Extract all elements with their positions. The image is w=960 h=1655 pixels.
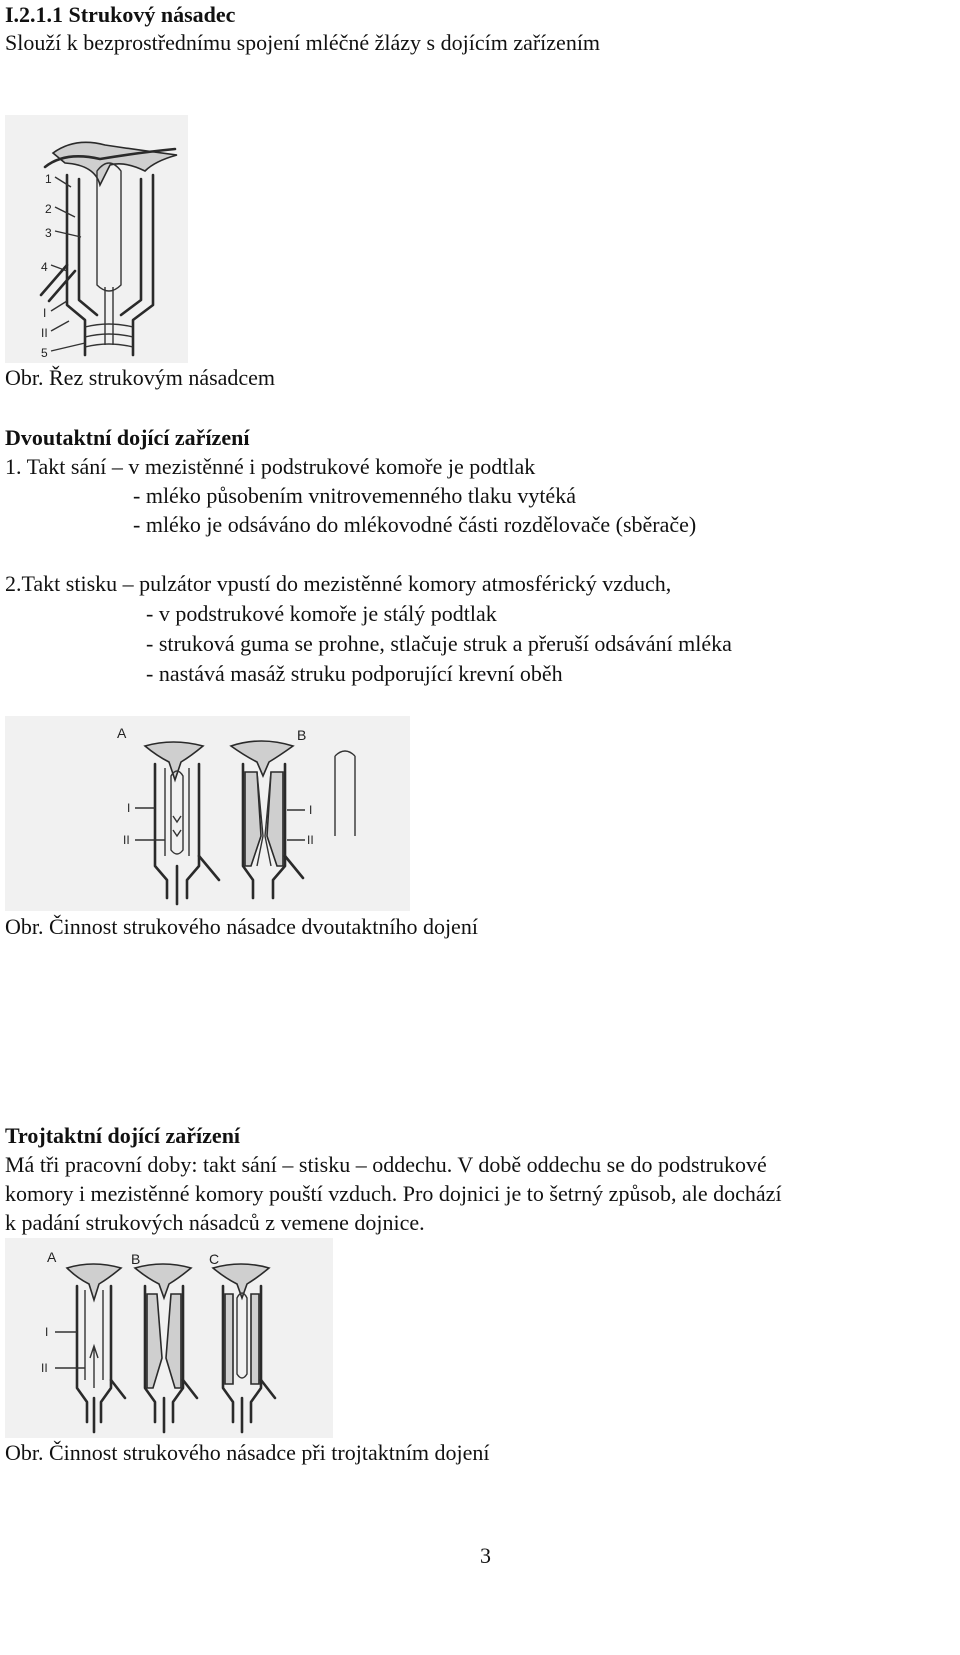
fig3-label-I: I: [45, 1325, 49, 1339]
fig2-a-label-II: II: [123, 833, 130, 847]
fig2-b-label-II: II: [307, 833, 314, 847]
figure1-caption: Obr. Řez strukovým násadcem: [5, 365, 276, 390]
three-stroke-line-2: komory i mezistěnné komory pouští vzduch. Pro dojnici je to šetrný způsob, ale dochází: [5, 1181, 782, 1206]
teat-cup-cross-section-figure: [5, 115, 188, 363]
page-number: 3: [480, 1543, 491, 1568]
two-stroke-line-6: - struková guma se prohne, stlačuje struk a přeruší odsávání mléka: [146, 631, 732, 656]
fig3-panel-label-B: B: [131, 1251, 141, 1267]
figure2-caption: Obr. Činnost strukového násadce dvoutaktního dojení: [5, 914, 478, 939]
fig2-b-label-I: I: [309, 803, 313, 817]
fig2-panel-label-B: B: [297, 727, 307, 743]
three-stroke-line-1: Má tři pracovní doby: takt sání – stisku – oddechu. V době oddechu se do podstrukové: [5, 1152, 767, 1177]
fig1-label-1: 1: [45, 172, 52, 186]
fig3-panel-c: [213, 1264, 275, 1432]
two-stroke-line-2: - mléko působením vnitrovemenného tlaku vytéká: [133, 483, 576, 508]
three-stroke-operation-figure: [5, 1238, 333, 1438]
fig2-a-label-I: I: [127, 801, 131, 815]
fig2-panel-a: [123, 742, 219, 904]
two-stroke-line-3: - mléko je odsáváno do mlékovodné části rozdělovače (sběrače): [133, 512, 697, 537]
three-stroke-operation-drawing: [5, 1238, 333, 1438]
two-stroke-line-1: 1. Takt sání – v mezistěnné i podstrukové komoře je podtlak: [5, 454, 536, 479]
intro-text: Slouží k bezprostřednímu spojení mléčné žlázy s dojícím zařízením: [5, 30, 601, 55]
fig1-label-3: 3: [45, 226, 52, 240]
fig3-panel-b: [135, 1264, 197, 1432]
fig1-label-5: 5: [41, 346, 48, 360]
fig1-label-II: II: [41, 326, 48, 340]
fig2-panel-b: [231, 741, 314, 898]
fig3-label-II: II: [41, 1361, 48, 1375]
teat-cup-cross-section-drawing: [5, 115, 188, 363]
section-heading: I.2.1.1 Strukový násadec: [5, 2, 236, 27]
two-stroke-operation-drawing: [5, 716, 410, 911]
fig3-panel-label-A: A: [47, 1249, 57, 1265]
fig1-label-I: I: [43, 306, 47, 320]
figure3-caption: Obr. Činnost strukového násadce při trojtaktním dojení: [5, 1440, 490, 1465]
fig3-panel-label-C: C: [209, 1251, 220, 1267]
fig3-panel-a: [41, 1264, 125, 1432]
three-stroke-line-3: k padání strukových násadců z vemene dojnice.: [5, 1210, 425, 1235]
fig2-panel-label-A: A: [117, 725, 127, 741]
fig1-label-4: 4: [41, 260, 48, 274]
two-stroke-title: Dvoutaktní dojící zařízení: [5, 425, 250, 450]
two-stroke-line-5: - v podstrukové komoře je stálý podtlak: [146, 601, 497, 626]
two-stroke-operation-figure: [5, 716, 410, 911]
three-stroke-title: Trojtaktní dojící zařízení: [5, 1123, 241, 1148]
fig1-label-2: 2: [45, 202, 52, 216]
two-stroke-line-4: 2.Takt stisku – pulzátor vpustí do mezistěnné komory atmosférický vzduch,: [5, 571, 672, 596]
two-stroke-line-7: - nastává masáž struku podporující krevní oběh: [146, 661, 563, 686]
